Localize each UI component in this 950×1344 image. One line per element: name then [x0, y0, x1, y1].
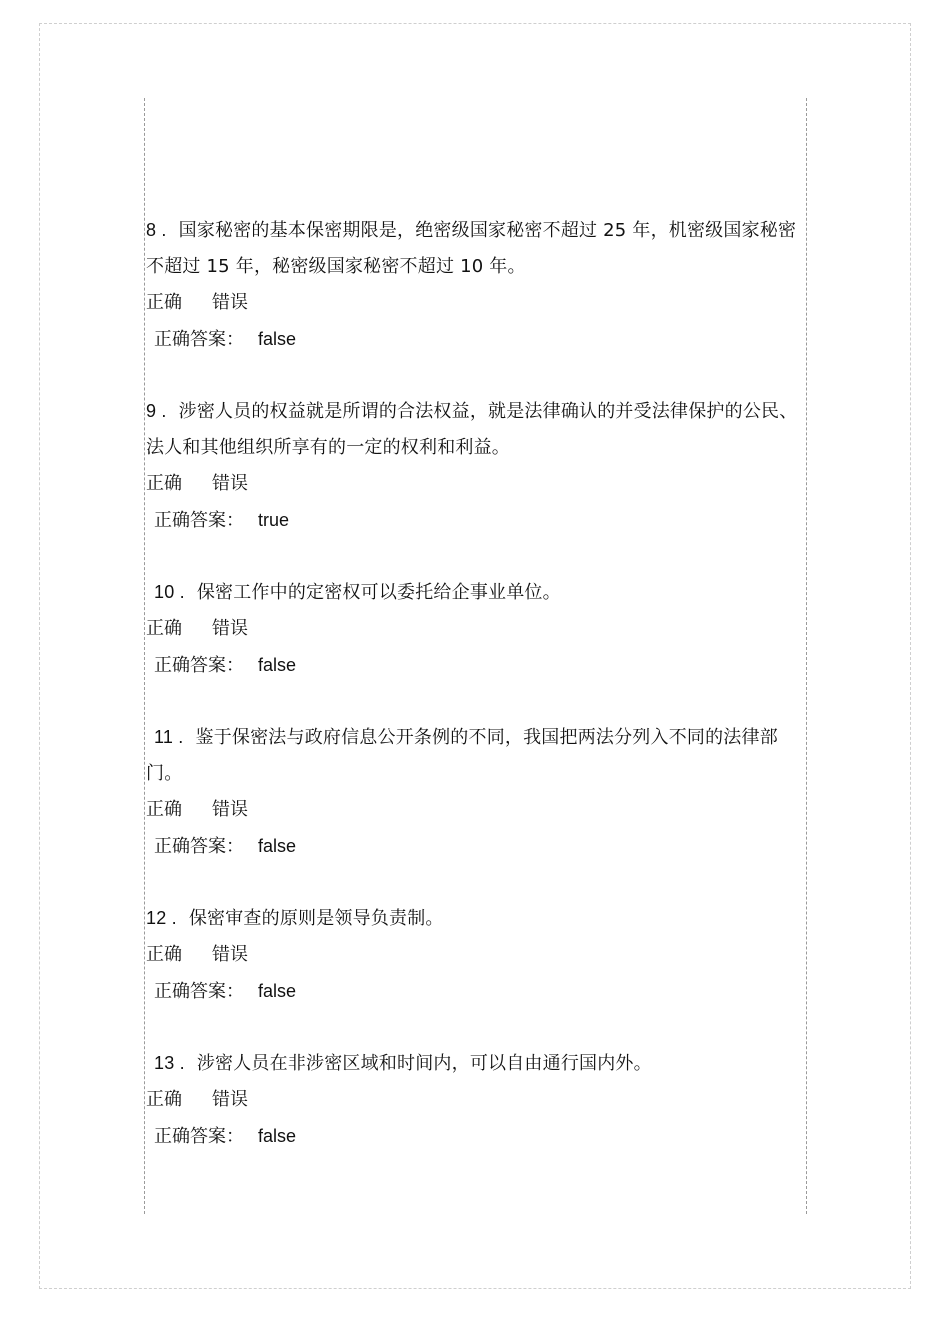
answer-value: false	[258, 329, 297, 349]
answer-label: 正确答案：	[154, 510, 244, 531]
question-9-answer	[146, 502, 806, 538]
answer-label: 正确答案：	[154, 836, 244, 857]
question-11-text	[146, 719, 806, 792]
answer-label: 正确答案：	[154, 1126, 244, 1147]
answer-label: 正确答案：	[154, 655, 244, 676]
question-12-choices	[146, 937, 806, 973]
choice-true[interactable]: 正确	[146, 618, 182, 639]
question-number: 8 .	[146, 220, 167, 240]
question-number: 10 .	[154, 582, 185, 602]
left-margin-line	[144, 98, 145, 1214]
question-9-choices	[146, 466, 806, 502]
question-10-choices	[146, 611, 806, 647]
question-body: 涉密人员的权益就是所谓的合法权益，就是法律确认的并受法律保护的公民、法人和其他组织所享有的一定的权利和利益。	[146, 401, 798, 458]
question-8-choices	[146, 285, 806, 321]
choice-true[interactable]: 正确	[146, 944, 182, 965]
question-number: 11 .	[154, 727, 184, 747]
question-body: 保密工作中的定密权可以委托给企事业单位。	[196, 582, 561, 603]
answer-value: false	[258, 655, 297, 675]
question-number: 13 .	[154, 1053, 185, 1073]
question-12-answer	[146, 973, 806, 1009]
choice-true[interactable]: 正确	[146, 1089, 182, 1110]
answer-label: 正确答案：	[154, 329, 244, 350]
choice-false[interactable]: 错误	[212, 799, 248, 820]
choice-true[interactable]: 正确	[146, 799, 182, 820]
question-13-answer	[146, 1118, 806, 1154]
question-11-answer	[146, 828, 806, 864]
choice-true[interactable]: 正确	[146, 473, 182, 494]
choice-false[interactable]: 错误	[212, 618, 248, 639]
question-8-text	[146, 212, 806, 285]
answer-value: false	[258, 981, 297, 1001]
choice-false[interactable]: 错误	[212, 473, 248, 494]
question-12-text	[146, 900, 806, 937]
choice-false[interactable]: 错误	[212, 944, 248, 965]
question-13-text	[146, 1045, 806, 1082]
right-margin-line	[806, 98, 807, 1214]
question-8-answer	[146, 321, 806, 357]
question-body: 涉密人员在非涉密区域和时间内，可以自由通行国内外。	[196, 1053, 652, 1074]
question-body: 鉴于保密法与政府信息公开条例的不同，我国把两法分列入不同的法律部门。	[146, 727, 778, 784]
question-number: 12 .	[146, 908, 177, 928]
choice-false[interactable]: 错误	[212, 1089, 248, 1110]
question-11-choices	[146, 792, 806, 828]
question-9	[146, 393, 806, 538]
question-10-text	[146, 574, 806, 611]
question-10-answer	[146, 647, 806, 683]
question-11	[146, 719, 806, 864]
question-10	[146, 574, 806, 683]
choice-false[interactable]: 错误	[212, 292, 248, 313]
question-8	[146, 212, 806, 357]
question-number: 9 .	[146, 401, 167, 421]
question-body: 保密审查的原则是领导负责制。	[188, 908, 444, 929]
question-13	[146, 1045, 806, 1154]
question-13-choices	[146, 1082, 806, 1118]
choice-true[interactable]: 正确	[146, 292, 182, 313]
answer-value: true	[258, 510, 290, 530]
question-body: 国家秘密的基本保密期限是，绝密级国家秘密不超过 25 年，机密级国家秘密不超过 15 年，秘密级国家秘密不超过 10 年。	[146, 220, 797, 277]
answer-value: false	[258, 1126, 297, 1146]
question-list	[146, 212, 806, 1154]
answer-label: 正确答案：	[154, 981, 244, 1002]
question-9-text	[146, 393, 806, 466]
answer-value: false	[258, 836, 297, 856]
question-12	[146, 900, 806, 1009]
